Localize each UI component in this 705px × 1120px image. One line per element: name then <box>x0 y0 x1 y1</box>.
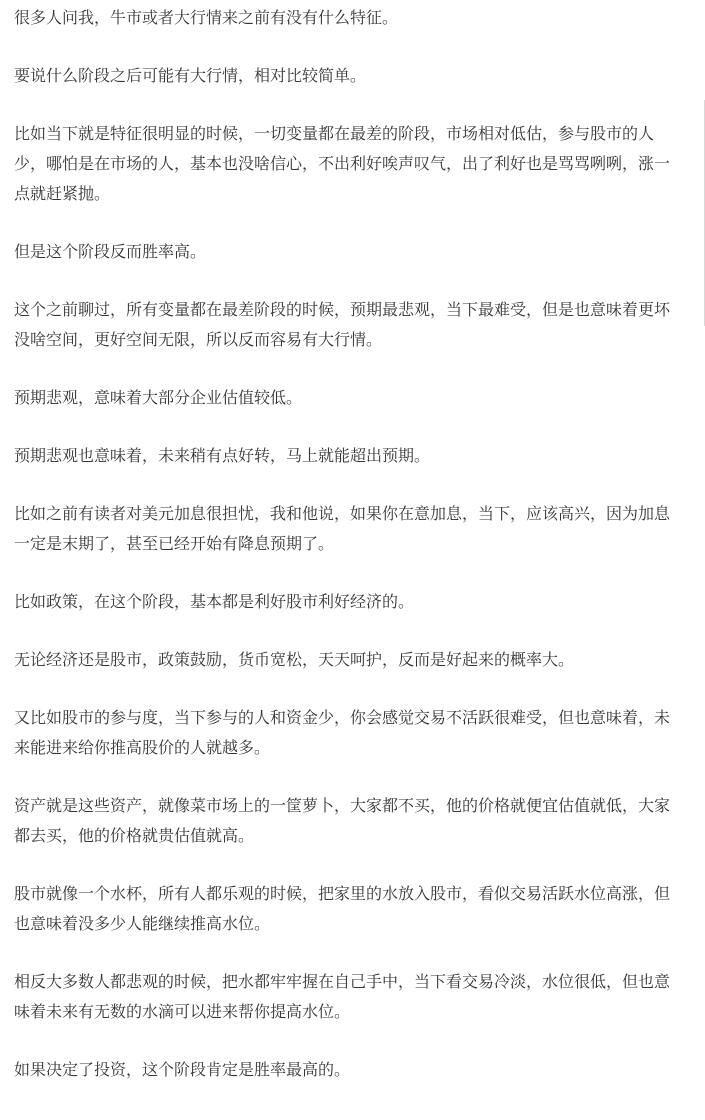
paragraph-bull-market-question: 很多人问我，牛市或者大行情来之前有没有什么特征。 <box>14 8 399 27</box>
paragraph-exceed-expectation: 预期悲观也意味着，未来稍有点好转，马上就能超出预期。 <box>14 446 431 465</box>
paragraph-pessimism: 相反大多数人都悲观的时候，把水都牢牢握在自己手中，当下看交易冷淡，水位很低，但也意味着未来有无数的水滴可以进来帮你提高水位。 <box>14 972 671 1021</box>
paragraph-current-features: 比如当下就是特征很明显的时候，一切变量都在最差的阶段，市场相对低估，参与股市的人少，哪怕是在市场的人，基本也没啥信心，不出利好唉声叹气，出了利好也是骂骂咧咧，涨一点就赶紧抛。 <box>14 124 671 203</box>
paragraph-stage-simple: 要说什么阶段之后可能有大行情，相对比较简单。 <box>14 66 367 85</box>
paragraph-conclusion: 如果决定了投资，这个阶段肯定是胜率最高的。 <box>14 1060 351 1079</box>
paragraph-high-win-rate: 但是这个阶段反而胜率高。 <box>14 242 207 261</box>
article-body <box>14 0 682 1085</box>
paragraph-rate-hike: 比如之前有读者对美元加息很担忧，我和他说，如果你在意加息，当下，应该高兴，因为加息一定是末期了，甚至已经开始有降息预期了。 <box>14 504 671 553</box>
paragraph-worst-stage: 这个之前聊过，所有变量都在最差阶段的时候，预期最悲观，当下最难受，但是也意味着更坏没啥空间，更好空间无限，所以反而容易有大行情。 <box>14 300 671 349</box>
paragraph-participation: 又比如股市的参与度，当下参与的人和资金少，你会感觉交易不活跃很难受，但也意味着，未来能进来给你推高股价的人就越多。 <box>14 708 671 757</box>
paragraph-policy: 比如政策，在这个阶段，基本都是利好股市利好经济的。 <box>14 592 415 611</box>
paragraph-radish-analogy: 资产就是这些资产，就像菜市场上的一筐萝卜，大家都不买，他的价格就便宜估值就低，大家都去买，他的价格就贵估值就高。 <box>14 796 671 845</box>
paragraph-low-valuation: 预期悲观，意味着大部分企业估值较低。 <box>14 388 303 407</box>
paragraph-economy-stock: 无论经济还是股市，政策鼓励，货币宽松，天天呵护，反而是好起来的概率大。 <box>14 650 575 669</box>
paragraph-water-cup: 股市就像一个水杯，所有人都乐观的时候，把家里的水放入股市，看似交易活跃水位高涨，但也意味着没多少人能继续推高水位。 <box>14 884 671 933</box>
